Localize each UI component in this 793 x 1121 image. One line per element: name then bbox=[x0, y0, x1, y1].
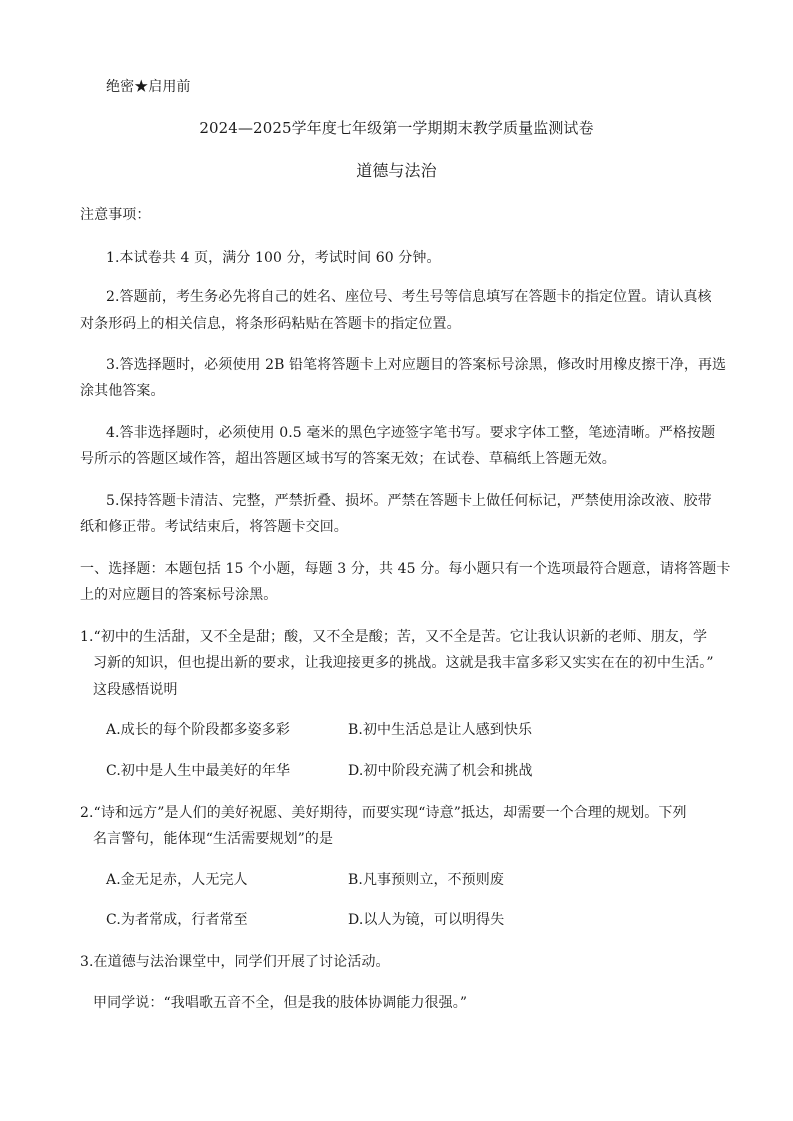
notice-item-3-cont: 涂其他答案。 bbox=[80, 383, 165, 399]
question-2-option-b: B.凡事预则立，不预则废 bbox=[348, 872, 504, 888]
section-1-heading-cont: 上的对应题目的答案标号涂黑。 bbox=[80, 587, 278, 603]
question-1-option-b: B.初中生活总是让人感到快乐 bbox=[348, 722, 533, 738]
exam-subject: 道德与法治 bbox=[356, 161, 437, 180]
question-1-option-d: D.初中阶段充满了机会和挑战 bbox=[348, 763, 533, 779]
exam-title: 2024—2025学年度七年级第一学期期末教学质量监测试卷 bbox=[199, 119, 594, 137]
notice-item-5: 5.保持答题卡清洁、完整，严禁折叠、损坏。严禁在答题卡上做任何标记，严禁使用涂改液、胶带 bbox=[106, 493, 712, 509]
notice-item-5-cont: 纸和修正带。考试结束后，将答题卡交回。 bbox=[80, 519, 348, 535]
question-1-stem: 1.“初中的生活甜，又不全是甜；酸，又不全是酸；苦，又不全是苦。它让我认识新的老师、朋友，学 bbox=[80, 629, 708, 645]
question-3-stem: 3.在道德与法治课堂中，同学们开展了讨论活动。 bbox=[80, 954, 390, 970]
question-1-stem-cont: 习新的知识，但也提出新的要求，让我迎接更多的挑战。这就是我丰富多彩又实实在在的初中生活。” bbox=[93, 655, 714, 671]
notice-item-4-cont: 号所示的答题区域作答，超出答题区域书写的答案无效；在试卷、草稿纸上答题无效。 bbox=[80, 451, 616, 467]
notice-item-1: 1.本试卷共 4 页，满分 100 分，考试时间 60 分钟。 bbox=[106, 250, 441, 266]
confidential-label: 绝密★启用前 bbox=[106, 79, 191, 95]
question-1-stem-end: 这段感悟说明 bbox=[93, 682, 178, 698]
notice-heading: 注意事项： bbox=[80, 207, 151, 223]
question-2-option-a: A.金无足赤，人无完人 bbox=[106, 872, 248, 888]
question-2-stem-cont: 名言警句，能体现“生活需要规划”的是 bbox=[93, 831, 334, 847]
question-1-option-c: C.初中是人生中最美好的年华 bbox=[106, 763, 291, 779]
question-2-option-c: C.为者常成，行者常至 bbox=[106, 912, 248, 928]
notice-item-2-cont: 对条形码上的相关信息，将条形码粘贴在答题卡的指定位置。 bbox=[80, 316, 461, 332]
notice-item-3: 3.答选择题时，必须使用 2B 铅笔将答题卡上对应题目的答案标号涂黑，修改时用橡皮擦干净，再选 bbox=[106, 357, 727, 373]
notice-item-4: 4.答非选择题时，必须使用 0.5 毫米的黑色字迹签字笔书写。要求字体工整，笔迹清晰。严格按题 bbox=[106, 425, 716, 441]
question-1-option-a: A.成长的每个阶段都多姿多彩 bbox=[106, 722, 290, 738]
section-1-heading: 一、选择题：本题包括 15 个小题，每题 3 分，共 45 分。每小题只有一个选项最符合题意，请将答题卡 bbox=[80, 561, 731, 577]
question-2-option-d: D.以人为镜，可以明得失 bbox=[348, 912, 505, 928]
question-2-stem: 2.“诗和远方”是人们的美好祝愿、美好期待，而要实现“诗意”抵达，却需要一个合理的规划。下列 bbox=[80, 805, 687, 821]
question-3-stem-cont: 甲同学说：“我唱歌五音不全，但是我的肢体协调能力很强。” bbox=[93, 995, 468, 1011]
notice-item-2: 2.答题前，考生务必先将自己的姓名、座位号、考生号等信息填写在答题卡的指定位置。请认真核 bbox=[106, 289, 712, 305]
